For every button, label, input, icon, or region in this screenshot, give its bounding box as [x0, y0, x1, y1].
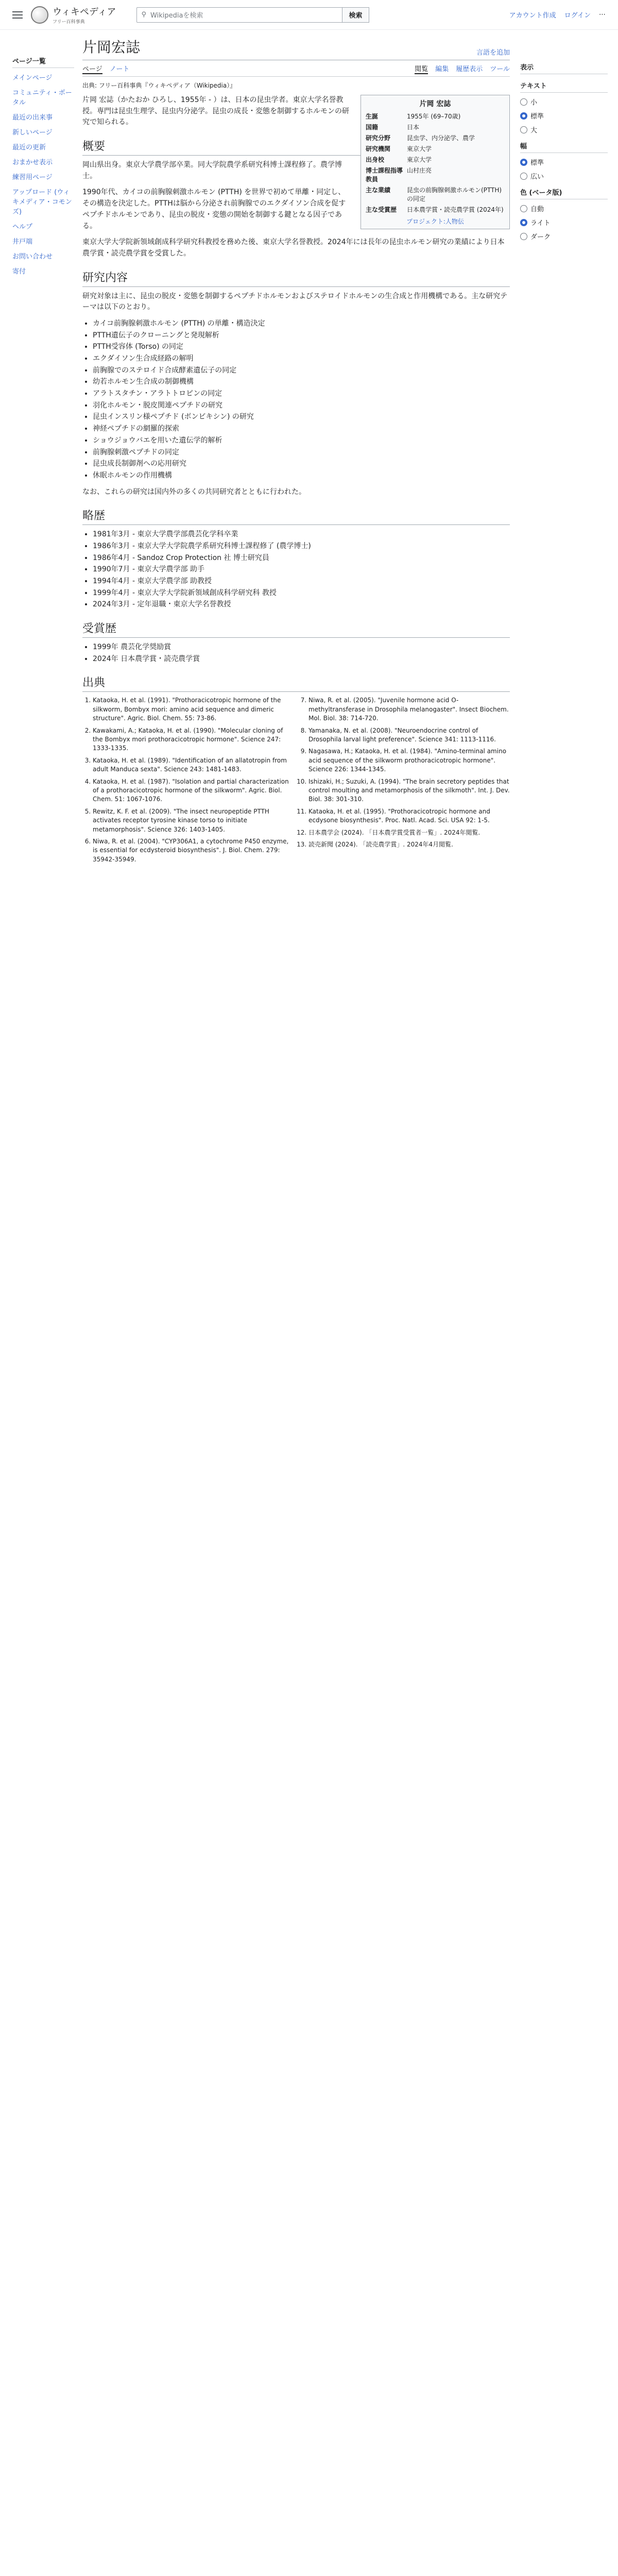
radio-icon — [520, 233, 527, 240]
radio-option[interactable] — [520, 231, 608, 241]
radio-label: 標準 — [530, 159, 544, 167]
width-heading: 幅 — [520, 141, 608, 153]
menu-icon[interactable] — [12, 11, 23, 19]
list-item: • 神経ペプチドの網羅的探索 — [93, 423, 510, 435]
main-content — [82, 36, 510, 864]
tab[interactable]: ノート — [109, 65, 130, 73]
list-item: • アラトスタチン・アラトトロピンの同定 — [93, 388, 510, 400]
radio-label: 標準 — [530, 113, 544, 121]
list-item: • エクダイソン生合成経路の解明 — [93, 353, 510, 365]
list-item: • 幼若ホルモン生合成の制御機構 — [93, 377, 510, 388]
reference-item: 1. Kataoka, H. et al. (1991). "Prothoracicotropic hormone of the silkworm, Bombyx mori: amino acid sequence and dimeric structure". Agric. Biol. Chem. 55: 73-86. — [93, 696, 294, 723]
sidebar-item[interactable]: アップロード (ウィキメディア・コモンズ) — [12, 189, 72, 216]
infobox-key: 生誕 — [366, 113, 379, 120]
section-heading-research: 研究内容 — [82, 269, 510, 287]
infobox-value: 東京大学 — [407, 156, 432, 163]
radio-label: ライト — [530, 219, 551, 227]
tab[interactable]: ページ — [82, 63, 102, 74]
paragraph: 岡山県出身。東京大学農学部卒業。同大学院農学系研究科博士課程修了。農学博士。 — [82, 161, 342, 180]
section-heading-awards: 受賞歴 — [82, 620, 510, 638]
list-item: • 1986年3月 - 東京大学大学院農学系研究科博士課程修了 (農学博士) — [93, 541, 510, 552]
search-placeholder: Wikipediaを検索 — [150, 12, 203, 20]
infobox-key: 研究分野 — [366, 134, 391, 142]
reference-item: 5. Rewitz, K. F. et al. (2009). "The insect neuropeptide PTTH activates receptor tyrosine kinase torso to initiate metamorphosis". Science 326: 1403-1405. — [93, 807, 294, 834]
list-item: • 1999年 農芸化学奨励賞 — [93, 642, 510, 653]
search-icon: ⚲ — [141, 11, 147, 19]
list-item: • 羽化ホルモン・脱皮関連ペプチドの研究 — [93, 400, 510, 412]
list-item: • PTTH遺伝子のクローニングと発現解析 — [93, 330, 510, 342]
radio-icon — [520, 159, 527, 166]
infobox-key: 国籍 — [366, 124, 379, 131]
search-button[interactable]: 検索 — [342, 7, 369, 23]
sidebar-item[interactable]: メインページ — [12, 74, 53, 82]
page-title: 片岡宏誌 — [82, 39, 141, 56]
sidebar-item[interactable]: 寄付 — [12, 268, 26, 276]
sidebar-heading: ページ一覧 — [12, 56, 74, 68]
infobox-value: 日本 — [407, 124, 420, 131]
reference-item: 2. Kawakami, A.; Kataoka, H. et al. (1990). "Molecular cloning of the Bombyx mori prothoracicotropic hormone". Science 247: 1333-1335. — [93, 726, 294, 753]
list-item: • 昆虫成長制御剤への応用研究 — [93, 459, 510, 470]
tab[interactable]: 閲覧 — [415, 63, 428, 74]
list-item: • 前胸腺でのステロイド合成酵素遺伝子の同定 — [93, 365, 510, 377]
sidebar-item[interactable]: 最近の更新 — [12, 144, 46, 151]
infobox-value: 日本農学賞・読売農学賞 (2024年) — [407, 206, 504, 213]
infobox-value: 山村庄亮 — [407, 167, 432, 174]
tab[interactable]: 履歴表示 — [456, 65, 483, 73]
sidebar-item[interactable]: コミュニティ・ポータル — [12, 89, 72, 107]
radio-label: 大 — [530, 127, 538, 134]
radio-option[interactable] — [520, 125, 608, 134]
radio-icon — [520, 219, 527, 226]
paragraph: 東京大学大学院新領域創成科学研究科教授を務めた後、東京大学名誉教授。2024年には長年の昆虫ホルモン研究の業績により日本農学賞・読売農学賞を受賞した。 — [82, 238, 505, 258]
section-heading-career: 略歴 — [82, 507, 510, 525]
list-item: • PTTH受容体 (Torso) の同定 — [93, 342, 510, 353]
infobox-value: 昆虫学、内分泌学、農学 — [407, 134, 475, 142]
reference-item: 12. 日本農学会 (2024). 「日本農学賞受賞者一覧」. 2024年閲覧. — [308, 828, 510, 837]
radio-option[interactable] — [520, 204, 608, 213]
login-link[interactable]: ログイン — [564, 12, 591, 20]
infobox-key: 研究機関 — [366, 145, 391, 152]
list-item: • カイコ前胸腺刺激ホルモン (PTTH) の単離・構造決定 — [93, 318, 510, 330]
infobox-value: 1955年 (69–70歳) — [407, 113, 461, 120]
reference-item: 13. 読売新聞 (2024). 「読売農学賞」. 2024年4月閲覧. — [308, 840, 510, 849]
radio-icon — [520, 173, 527, 180]
radio-icon — [520, 112, 527, 120]
radio-option[interactable] — [520, 171, 608, 181]
research-outro: なお、これらの研究は国内外の多くの共同研究者とともに行われた。 — [82, 487, 306, 496]
radio-icon — [520, 205, 527, 212]
reference-item: 10. Ishizaki, H.; Suzuki, A. (1994). "The brain secretory peptides that control moulting and metamorphosis of the silkmoth". Int. J. Dev. Biol. 38: 301-310. — [308, 777, 510, 804]
radio-label: 小 — [530, 99, 538, 107]
sidebar-item[interactable]: 練習用ページ — [12, 174, 53, 181]
sidebar-item[interactable]: 井戸端 — [12, 238, 33, 246]
color-heading: 色 (ベータ版) — [520, 187, 608, 199]
reference-item: 9. Nagasawa, H.; Kataoka, H. et al. (1984). "Amino-terminal amino acid sequence of the silkworm prothoracicotropic hormone". Science 226: 1344-1345. — [308, 747, 510, 774]
radio-label: ダーク — [530, 233, 551, 241]
search-input[interactable] — [136, 7, 342, 23]
infobox-key: 主な受賞歴 — [366, 206, 397, 213]
radio-option[interactable] — [520, 157, 608, 167]
list-item: • 2024年 日本農学賞・読売農学賞 — [93, 654, 510, 665]
reference-item: 11. Kataoka, H. et al. (1995). "Prothoracicotropic hormone and ecdysone biosynthesis". Proc. Natl. Acad. Sci. USA 92: 1-5. — [308, 807, 510, 825]
logo-name: ウィキペディア — [53, 7, 116, 18]
text-size-heading: テキスト — [520, 80, 608, 93]
section-heading-overview: 概要 — [82, 138, 510, 156]
list-item: • 1990年7月 - 東京大学農学部 助手 — [93, 564, 510, 575]
reference-item: 7. Niwa, R. et al. (2005). "Juvenile hormone acid O-methyltransferase in Drosophila melanogaster". Insect Biochem. Mol. Biol. 38: 714-720. — [308, 696, 510, 723]
infobox-value: 昆虫の前胸腺刺激ホルモン(PTTH)の同定 — [407, 187, 502, 202]
sidebar-item[interactable]: 最近の出来事 — [12, 114, 53, 122]
list-item: • 休眠ホルモンの作用機構 — [93, 470, 510, 482]
infobox-footer-link[interactable]: プロジェクト:人物伝 — [406, 218, 464, 225]
infobox-key: 出身校 — [366, 156, 385, 163]
sidebar-item[interactable]: 新しいページ — [12, 129, 53, 137]
sidebar — [12, 56, 74, 281]
radio-icon — [520, 126, 527, 133]
infobox-title: 片岡 宏誌 — [419, 100, 451, 108]
section-heading-references: 出典 — [82, 674, 510, 692]
logo[interactable] — [31, 5, 116, 25]
list-item: • 1981年3月 - 東京大学農学部農芸化学科卒業 — [93, 529, 510, 540]
from-line: 出典: フリー百科事典『ウィキペディア（Wikipedia）』 — [82, 82, 236, 89]
radio-option[interactable] — [520, 97, 608, 107]
list-item: • 2024年3月 - 定年退職・東京大学名誉教授 — [93, 599, 510, 611]
infobox-key: 博士課程指導教員 — [366, 167, 403, 183]
reference-item: 4. Kataoka, H. et al. (1987). "Isolation and partial characterization of a prothoracicotropic hormone of the silkworm". Agric. Biol. Chem. 51: 1067-1076. — [93, 777, 294, 804]
sidebar-item[interactable]: ヘルプ — [12, 223, 33, 231]
infobox-value: 東京大学 — [407, 145, 432, 152]
reference-item: 6. Niwa, R. et al. (2004). "CYP306A1, a cytochrome P450 enzyme, is essential for ecdysteroid biosynthesis". J. Biol. Chem. 279: 35942-35949. — [93, 837, 294, 864]
create-account-link[interactable]: アカウント作成 — [509, 12, 556, 20]
sidebar-item[interactable]: お問い合わせ — [12, 253, 53, 261]
lead-paragraph: 片岡 宏誌（かたおか ひろし、1955年 - ）は、日本の昆虫学者。東京大学名誉教授。専門は昆虫生理学、昆虫内分泌学。昆虫の成長・変態を制御するホルモンの研究で知られる。 — [82, 96, 349, 127]
search — [136, 7, 369, 23]
list-item: • 1994年4月 - 東京大学農学部 助教授 — [93, 576, 510, 587]
tab[interactable]: 編集 — [435, 65, 449, 73]
more-icon[interactable]: ⋯ — [599, 11, 606, 19]
radio-option[interactable] — [520, 111, 608, 121]
radio-label: 広い — [530, 173, 544, 181]
research-intro: 研究対象は主に、昆虫の脱皮・変態を制御するペプチドホルモンおよびステロイドホルモンの生合成と作用機構である。主な研究テーマは以下のとおり。 — [82, 292, 508, 312]
add-language-button[interactable]: 言語を追加 — [476, 49, 510, 57]
radio-icon — [520, 98, 527, 106]
list-item: • 昆虫インスリン様ペプチド (ボンビキシン) の研究 — [93, 412, 510, 423]
list-item: • 1986年4月 - Sandoz Crop Protection 社 博士研究員 — [93, 553, 510, 564]
sidebar-item[interactable]: おまかせ表示 — [12, 159, 53, 166]
reference-item: 8. Yamanaka, N. et al. (2008). "Neuroendocrine control of Drosophila larval light preference". Science 341: 1113-1116. — [308, 726, 510, 744]
infobox-key: 主な業績 — [366, 187, 391, 194]
infobox — [360, 95, 510, 229]
list-item: • 前胸腺刺激ペプチドの同定 — [93, 447, 510, 459]
header — [0, 0, 618, 30]
reference-item: 3. Kataoka, H. et al. (1989). "Identification of an allatotropin from adult Manduca sexta". Science 243: 1481-1483. — [93, 756, 294, 774]
appearance-panel — [520, 56, 608, 245]
radio-label: 自動 — [530, 206, 544, 213]
appearance-heading: 表示 — [520, 62, 608, 74]
radio-option[interactable] — [520, 217, 608, 227]
list-item: • ショウジョウバエを用いた遺伝学的解析 — [93, 435, 510, 447]
list-item: • 1999年4月 - 東京大学大学院新領域創成科学研究科 教授 — [93, 588, 510, 599]
page-tabs — [82, 60, 510, 77]
tab[interactable]: ツール — [490, 65, 510, 73]
logo-sub: フリー百科事典 — [53, 20, 85, 25]
paragraph: 1990年代、カイコの前胸腺刺激ホルモン (PTTH) を世界で初めて単離・同定し、その構造を決定した。PTTHは脳から分泌され前胸腺でのエクダイソン合成を促すペプチドホルモンであり、昆虫の脱皮・変態の開始を制御する鍵となる因子である。 — [82, 188, 346, 230]
wikipedia-globe-icon — [31, 6, 48, 24]
